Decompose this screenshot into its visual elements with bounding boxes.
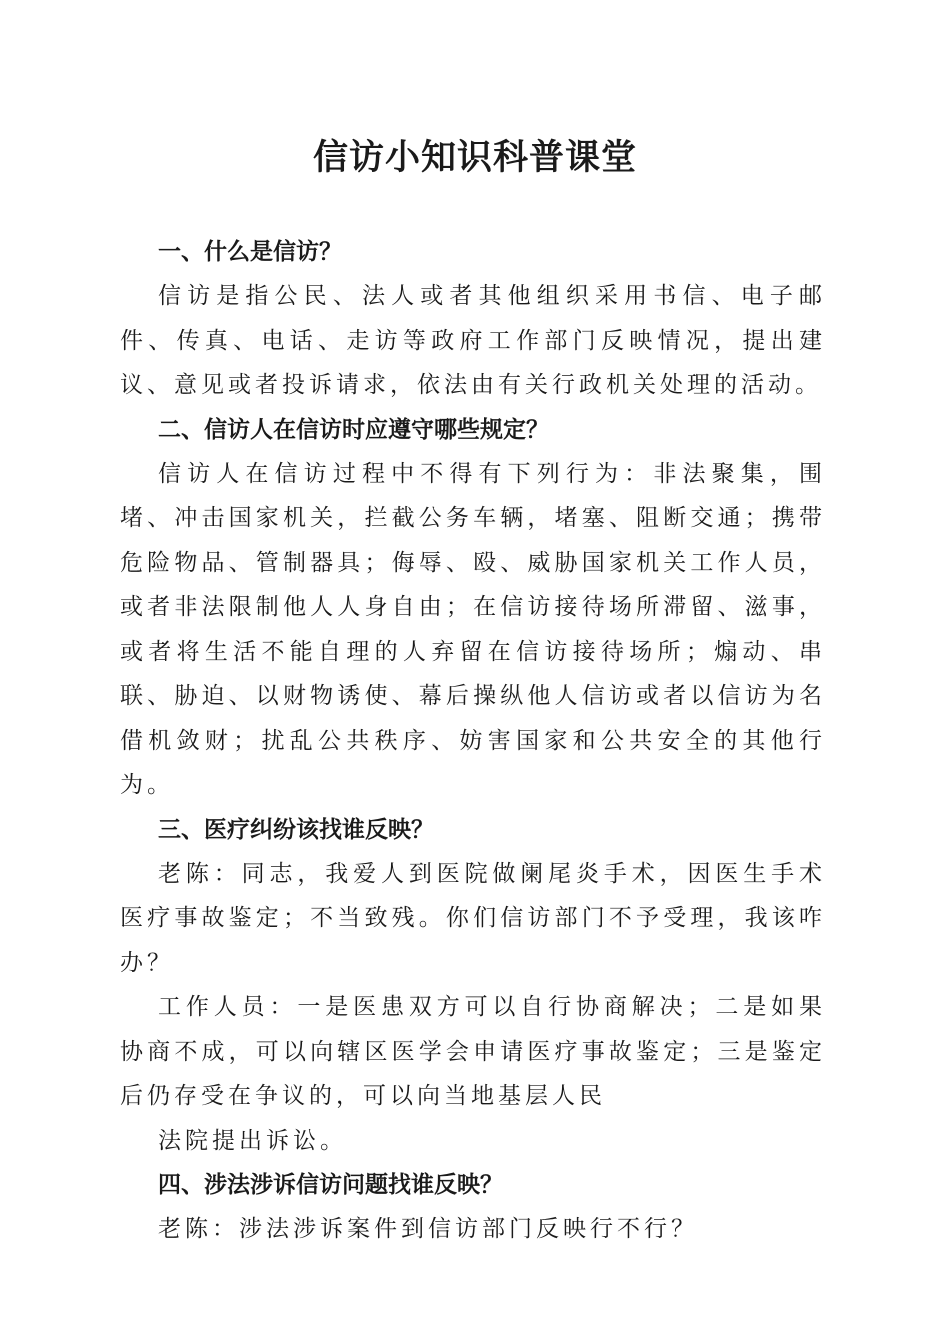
section-paragraph: 信访人在信访过程中不得有下列行为：非法聚集，围堵、冲击国家机关，拦截公务车辆，堵塞、阻断交通；携带危险物品、管制器具；侮辱、殴、威胁国家机关工作人员，或者非法限制他人人身自由；在信访接待场所滞留、滋事，或者将生活不能自理的人弃留在信访接待场所；煽动、串联、胁迫、以财物诱使、幕后操纵他人信访或者以信访为名借机敛财；扰乱公共秩序、妨害国家和公共安全的其他行为。: [120, 460, 826, 798]
section-paragraph: 工作人员：一是医患双方可以自行协商解决；二是如果协商不成，可以向辖区医学会申请医疗事故鉴定；三是鉴定后仍存受在争议的，可以向当地基层人民: [120, 994, 826, 1109]
document-body: [120, 230, 826, 1252]
section-paragraph: 信访是指公民、法人或者其他组织采用书信、电子邮件、传真、电话、走访等政府工作部门反映情况，提出建议、意见或者投诉请求，依法由有关行政机关处理的活动。: [120, 283, 826, 398]
section-what-is-petition: [120, 230, 826, 408]
section-petitioner-rules: [120, 408, 826, 808]
section-heading: 二、信访人在信访时应遵守哪些规定？: [158, 416, 549, 443]
section-heading: 三、医疗纠纷该找谁反映？: [158, 816, 434, 843]
document-title: 信访小知识科普课堂: [312, 137, 637, 178]
section-heading: 一、什么是信访？: [158, 239, 342, 265]
section-heading: 四、涉法涉诉信访问题找谁反映？: [158, 1172, 503, 1198]
section-medical-dispute: [120, 808, 826, 1164]
section-paragraph: 老陈：同志，我爱人到医院做阑尾炎手术，因医生手术医疗事故鉴定；不当致残。你们信访部门不予受理，我该咋办？: [120, 860, 826, 976]
section-paragraph: 老陈：涉法涉诉案件到信访部门反映行不行？: [158, 1216, 698, 1242]
section-legal-petition: [120, 1163, 826, 1252]
section-paragraph: 法院提出诉讼。: [158, 1127, 347, 1154]
